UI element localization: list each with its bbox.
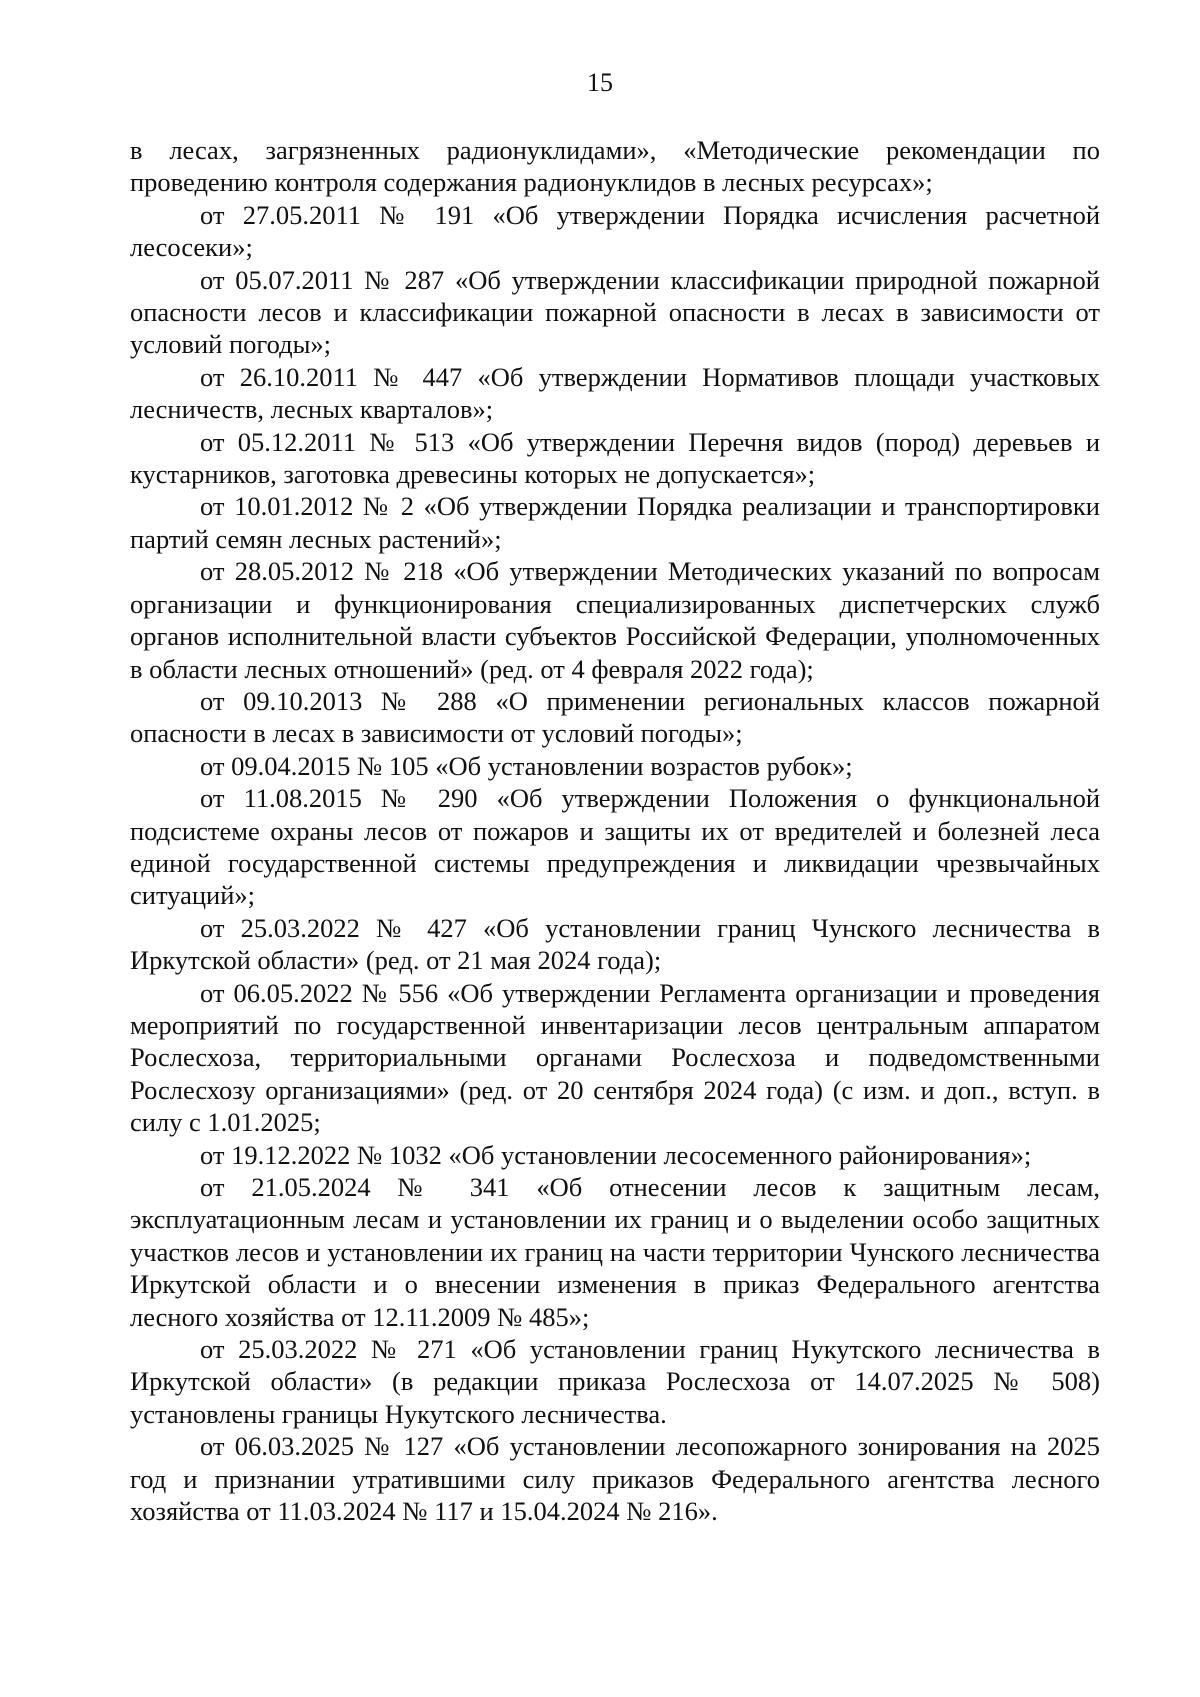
- paragraph: от 27.05.2011 № 191 «Об утверждении Порядка исчисления расчетной лесосеки»;: [130, 199, 1100, 263]
- paragraph: от 26.10.2011 № 447 «Об утверждении Нормативов площади участковых лесничеств, лесных кварталов»;: [130, 361, 1100, 425]
- paragraph: от 05.07.2011 № 287 «Об утверждении классификации природной пожарной опасности лесов и классификации пожарной опасности в лесах в зависимости от условий погоды»;: [130, 264, 1100, 360]
- paragraph: от 05.12.2011 № 513 «Об утверждении Перечня видов (пород) деревьев и кустарников, заготовка древесины которых не допускается»;: [130, 426, 1100, 490]
- page-number: 15: [587, 68, 613, 97]
- paragraph: от 06.03.2025 № 127 «Об установлении лесопожарного зонирования на 2025 год и признании утратившими силу приказов Федерального агентства лесного хозяйства от 11.03.2024 № 117 и 15.04.2024 № 216».: [130, 1431, 1100, 1527]
- paragraph: от 11.08.2015 № 290 «Об утверждении Положения о функциональной подсистеме охраны лесов от пожаров и защиты их от вредителей и болезней леса единой государственной системы предупреждения и ликвидации чрезвычайных ситуаций»;: [130, 783, 1100, 911]
- paragraph: от 25.03.2022 № 271 «Об установлении границ Нукутского лесничества в Иркутской области» (в редакции приказа Рослесхоза от 14.07.2025 № 508) установлены границы Нукутского лесничества.: [130, 1334, 1100, 1429]
- paragraph: от 28.05.2012 № 218 «Об утверждении Методических указаний по вопросам организации и функционирования специализированных диспетчерских служб органов исполнительной власти субъектов Российской Федерации, уполномоченных в области лесных отношений» (ред. от 4 февраля 2022 года);: [130, 556, 1100, 684]
- paragraph: в лесах, загрязненных радионуклидами», «Методические рекомендации по проведению контроля содержания радионуклидов в лесных ресурсах»;: [130, 135, 1100, 198]
- paragraph: от 10.01.2012 № 2 «Об утверждении Порядка реализации и транспортировки партий семян лесных растений»;: [130, 491, 1100, 554]
- paragraph: от 19.12.2022 № 1032 «Об установлении лесосеменного районирования»;: [200, 1139, 1032, 1170]
- paragraph: от 09.10.2013 № 288 «О применении региональных классов пожарной опасности в лесах в зависимости от условий погоды»;: [130, 685, 1100, 749]
- document-body: [130, 134, 1100, 1527]
- paragraph: от 06.05.2022 № 556 «Об утверждении Регламента организации и проведения мероприятий по государственной инвентаризации лесов центральным аппаратом Рослесхоза, территориальными органами Рослесхоза и подведомственными Рослесхозу организациями» (ред. от 20 сентября 2024 года) (с изм. и доп., вступ. в силу с 1.01.2025;: [130, 977, 1100, 1138]
- paragraph: от 09.04.2015 № 105 «Об установлении возрастов рубок»;: [200, 750, 853, 781]
- paragraph: от 21.05.2024 № 341 «Об отнесении лесов к защитным лесам, эксплуатационным лесам и установлении их границ и о выделении особо защитных участков лесов и установлении их границ на части территории Чунского лесничества Иркутской области и о внесении изменения в приказ Федерального агентства лесного хозяйства от 12.11.2009 № 485»;: [130, 1172, 1100, 1332]
- paragraph: от 25.03.2022 № 427 «Об установлении границ Чунского лесничества в Иркутской области» (ред. от 21 мая 2024 года);: [130, 912, 1100, 976]
